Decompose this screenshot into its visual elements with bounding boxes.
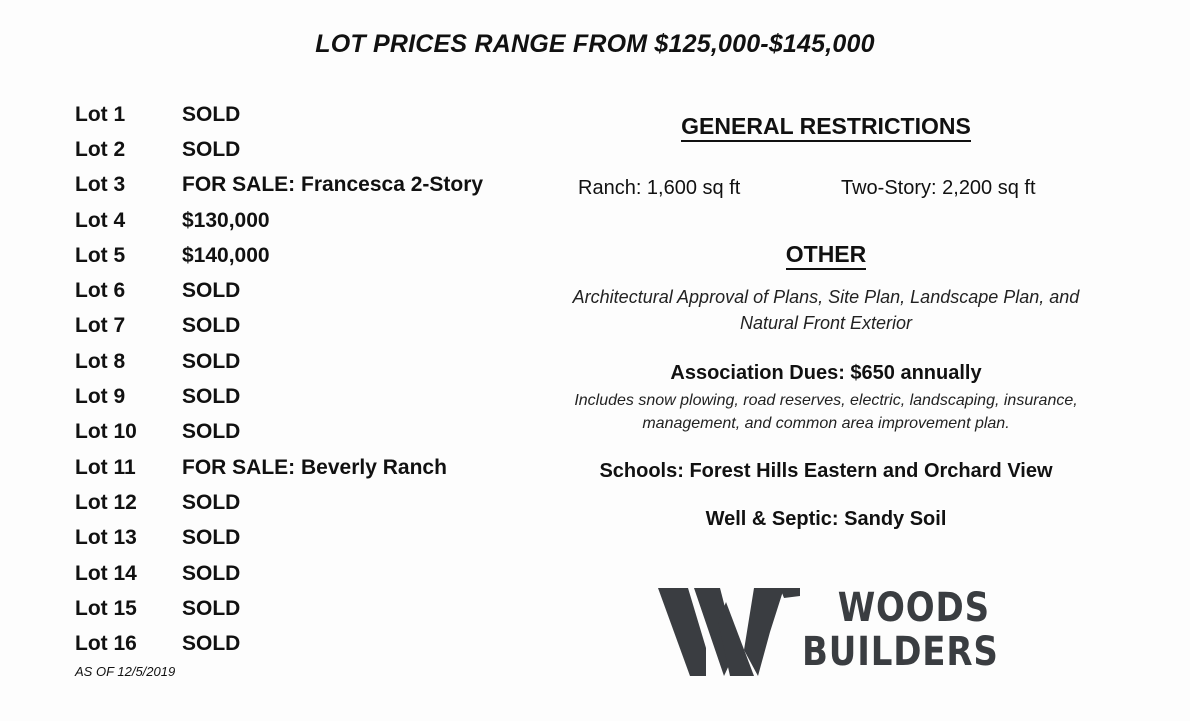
lot-status: $140,000 bbox=[182, 243, 270, 267]
lot-status: SOLD bbox=[182, 596, 241, 620]
lot-row bbox=[75, 309, 545, 344]
lot-name: Lot 9 bbox=[75, 385, 126, 409]
lot-status: SOLD bbox=[182, 137, 241, 161]
lot-name: Lot 7 bbox=[75, 314, 126, 338]
lot-name: Lot 1 bbox=[75, 102, 126, 126]
lot-row bbox=[75, 521, 545, 556]
lot-name: Lot 10 bbox=[75, 420, 137, 444]
lot-row bbox=[75, 168, 545, 203]
lot-row bbox=[75, 132, 545, 167]
lot-row bbox=[75, 450, 545, 485]
lot-row bbox=[75, 379, 545, 414]
lot-name: Lot 3 bbox=[75, 173, 126, 197]
lot-row bbox=[75, 97, 545, 132]
lot-status: SOLD bbox=[182, 349, 241, 373]
lot-status: SOLD bbox=[182, 561, 241, 585]
lot-status: SOLD bbox=[182, 490, 241, 514]
lot-row bbox=[75, 344, 545, 379]
lot-status: SOLD bbox=[182, 102, 241, 126]
lot-status: SOLD bbox=[182, 526, 241, 550]
lot-row bbox=[75, 556, 545, 591]
lot-name: Lot 11 bbox=[75, 455, 136, 479]
page-title: LOT PRICES RANGE FROM $125,000-$145,000 bbox=[315, 30, 875, 58]
lot-row bbox=[75, 273, 545, 308]
lot-list bbox=[75, 97, 545, 662]
lot-status: FOR SALE: Francesca 2-Story bbox=[182, 173, 484, 197]
general-restrictions-heading-text: GENERAL RESTRICTIONS bbox=[681, 113, 971, 142]
lot-row bbox=[75, 203, 545, 238]
lot-status: SOLD bbox=[182, 314, 241, 338]
lot-status: SOLD bbox=[182, 279, 241, 303]
lot-name: Lot 4 bbox=[75, 208, 126, 232]
lot-name: Lot 8 bbox=[75, 349, 126, 373]
lot-row bbox=[75, 485, 545, 520]
other-heading-text: OTHER bbox=[786, 241, 867, 270]
lot-name: Lot 5 bbox=[75, 243, 126, 267]
lot-name: Lot 15 bbox=[75, 596, 137, 620]
lot-status: SOLD bbox=[182, 420, 241, 444]
lot-row bbox=[75, 238, 545, 273]
as-of-date: AS OF 12/5/2019 bbox=[75, 664, 176, 679]
lot-status: $130,000 bbox=[182, 208, 270, 232]
lot-name: Lot 12 bbox=[75, 490, 137, 514]
lot-row bbox=[75, 415, 545, 450]
lot-status: SOLD bbox=[182, 632, 241, 656]
lot-row bbox=[75, 626, 545, 661]
woods-builders-logo-mark-icon bbox=[658, 588, 800, 676]
logo-line-builders: BUILDERS bbox=[802, 629, 999, 675]
association-dues-description-text: Includes snow plowing, road reserves, electric, landscaping, insurance, management, and common area improvement plan. bbox=[574, 392, 1078, 432]
general-restrictions-heading bbox=[540, 113, 1112, 142]
lot-name: Lot 14 bbox=[75, 561, 137, 585]
association-dues-description bbox=[540, 389, 1112, 435]
association-dues-title: Association Dues: $650 annually bbox=[670, 362, 982, 384]
architectural-approval-text bbox=[540, 284, 1112, 336]
lot-name: Lot 6 bbox=[75, 279, 126, 303]
schools-text: Schools: Forest Hills Eastern and Orchard View bbox=[599, 460, 1053, 482]
ranch-sqft: Ranch: 1,600 sq ft bbox=[578, 177, 741, 199]
lot-status: SOLD bbox=[182, 385, 241, 409]
lot-name: Lot 16 bbox=[75, 632, 137, 656]
lot-name: Lot 13 bbox=[75, 526, 137, 550]
lot-row bbox=[75, 591, 545, 626]
well-septic-text: Well & Septic: Sandy Soil bbox=[705, 508, 947, 530]
lot-name: Lot 2 bbox=[75, 137, 126, 161]
woods-builders-logo bbox=[658, 586, 1010, 678]
architectural-approval-line: Architectural Approval of Plans, Site Plan, Landscape Plan, and Natural Front Exterior bbox=[572, 287, 1080, 333]
logo-line-woods: WOODS bbox=[837, 585, 990, 631]
woods-builders-logo-text bbox=[802, 585, 999, 675]
two-story-sqft: Two-Story: 2,200 sq ft bbox=[841, 177, 1036, 199]
other-heading bbox=[540, 241, 1112, 270]
lot-status: FOR SALE: Beverly Ranch bbox=[182, 455, 447, 479]
